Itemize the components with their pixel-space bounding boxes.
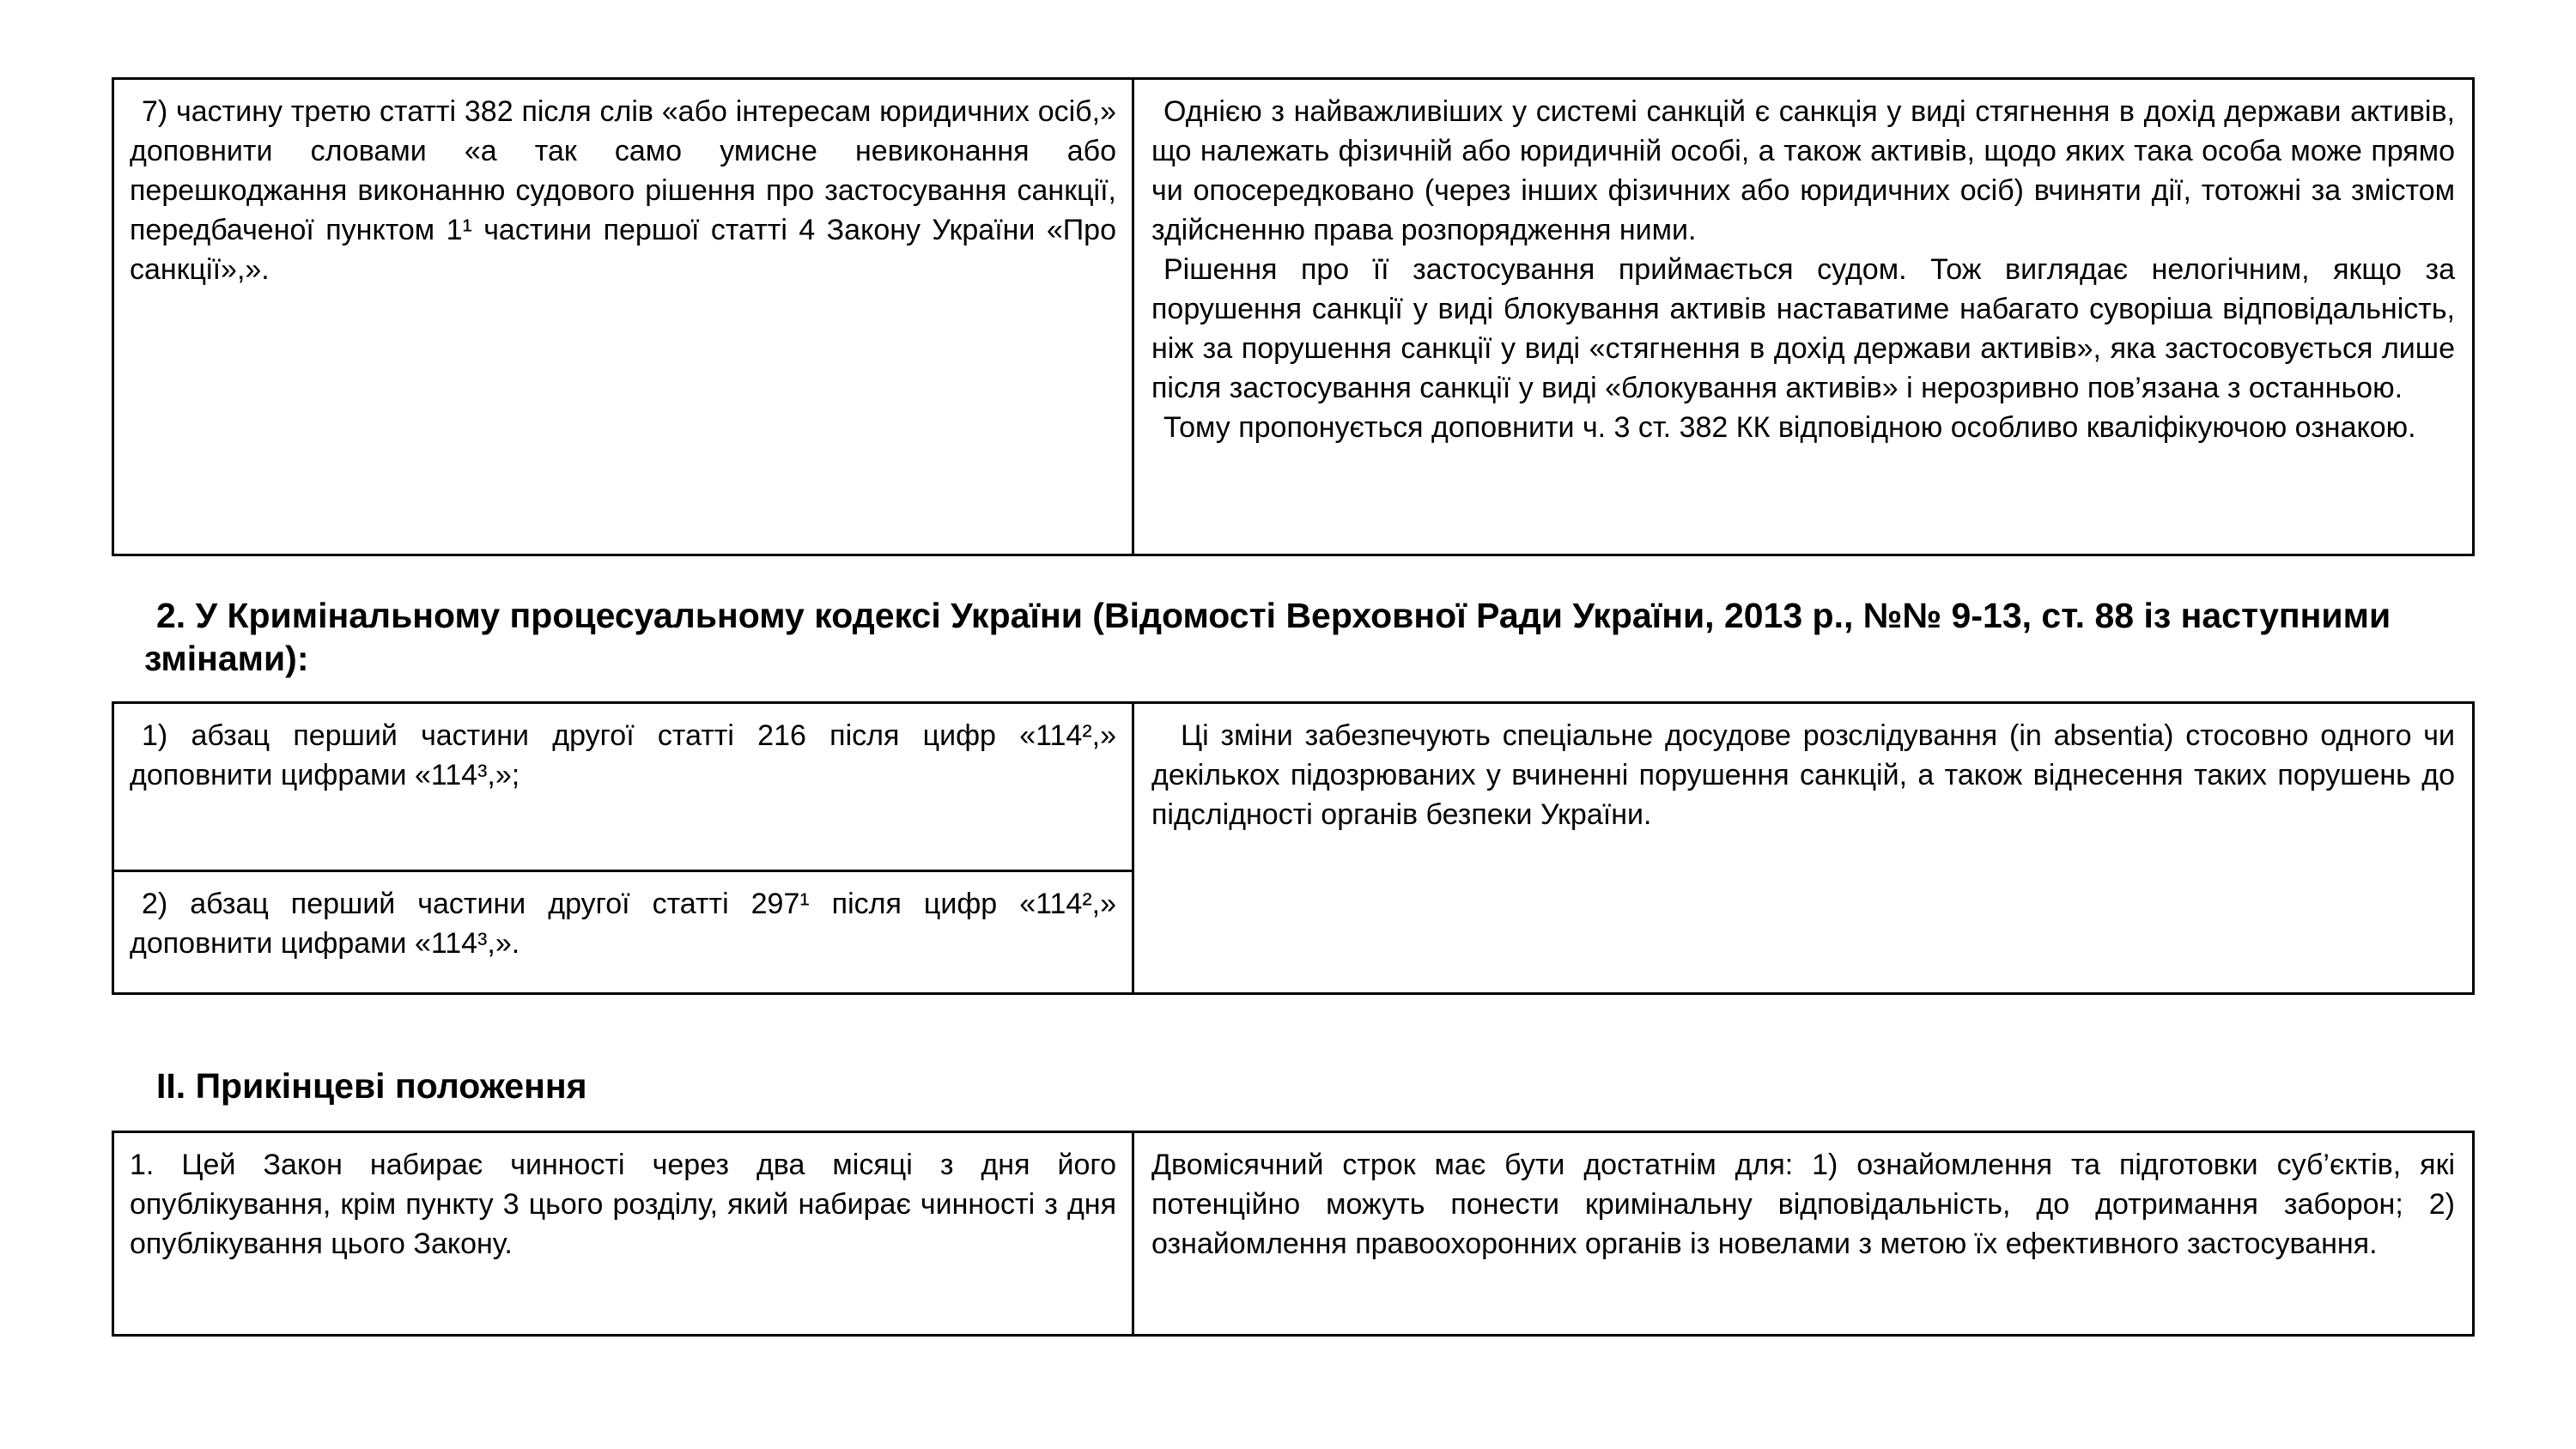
justification-paragraph: Тому пропонується доповнити ч. 3 ст. 382 КК відповідною особливо кваліфікуючою ознакою. — [1163, 411, 2416, 444]
provision-text-cell — [114, 1133, 1134, 1334]
justification-cell — [1134, 1133, 2472, 1334]
justification-cell — [1134, 704, 2472, 992]
amendment-table-criminal-code — [112, 77, 2475, 556]
amendment-text-cell — [114, 704, 1134, 992]
amendment-text: 7) частину третю статті 382 після слів «або інтересам юридичних осіб,» доповнити словами «а так само умисне невиконання або перешкоджання виконанню судового рішення про застосування санкції, передбаченої пунктом 1¹ частини першої статті 4 Закону України «Про санкції»,». — [130, 95, 1116, 286]
section-heading-final-provisions: II. Прикінцеві положення — [156, 1066, 587, 1106]
section-heading-criminal-procedure-code: 2. У Кримінальному процесуальному кодексі України (Відомості Верховної Ради України, 2013 р., №№ 9-13, ст. 88 із наступними змінами): — [144, 596, 2391, 678]
amendment-text: 1) абзац перший частини другої статті 216 після цифр «114²,» доповнити цифрами «114³,»; — [130, 719, 1116, 791]
amendment-item — [114, 704, 1132, 870]
amendment-text: 2) абзац перший частини другої статті 297¹ після цифр «114²,» доповнити цифрами «114³,». — [130, 888, 1116, 960]
justification-paragraph: Ці зміни забезпечують спеціальне досудове розслідування (in absentia) стосовно одного чи декількох підозрюваних у вчиненні порушення санкцій, а також віднесення таких порушень до підслідності органів безпеки України. — [1151, 719, 2455, 831]
justification-cell — [1134, 80, 2472, 554]
final-provisions-table — [112, 1131, 2475, 1337]
justification-paragraph: Двомісячний строк має бути достатнім для: 1) ознайомлення та підготовки суб’єктів, які потенційно можуть понести кримінальну відповідальність, до дотримання заборон; 2) ознайомлення правоохоронних органів із новелами з метою їх ефективного застосування. — [1151, 1149, 2455, 1260]
justification-paragraph: Рішення про її застосування приймається судом. Тож виглядає нелогічним, якщо за порушення санкції у виді блокування активів наставатиме набагато суворіша відповідальність, ніж за порушення санкції у виді «стягнення в дохід держави активів», яка застосовується лише після застосування санкції у виді «блокування активів» і нерозривно пов’язана з останньою. — [1151, 253, 2455, 404]
amendment-item — [114, 870, 1132, 992]
amendment-table-criminal-procedure-code — [112, 701, 2475, 995]
provision-text: 1. Цей Закон набирає чинності через два місяці з дня його опублікування, крім пункту 3 цього розділу, який набирає чинності з дня опублікування цього Закону. — [130, 1149, 1116, 1260]
amendment-text-cell — [114, 80, 1134, 554]
justification-paragraph: Однією з найважливіших у системі санкцій є санкція у виді стягнення в дохід держави активів, що належать фізичній або юридичній особі, а також активів, щодо яких така особа може прямо чи опосередковано (через інших фізичних або юридичних осіб) вчиняти дії, тотожні за змістом здійсненню права розпорядження ними. — [1151, 95, 2455, 246]
